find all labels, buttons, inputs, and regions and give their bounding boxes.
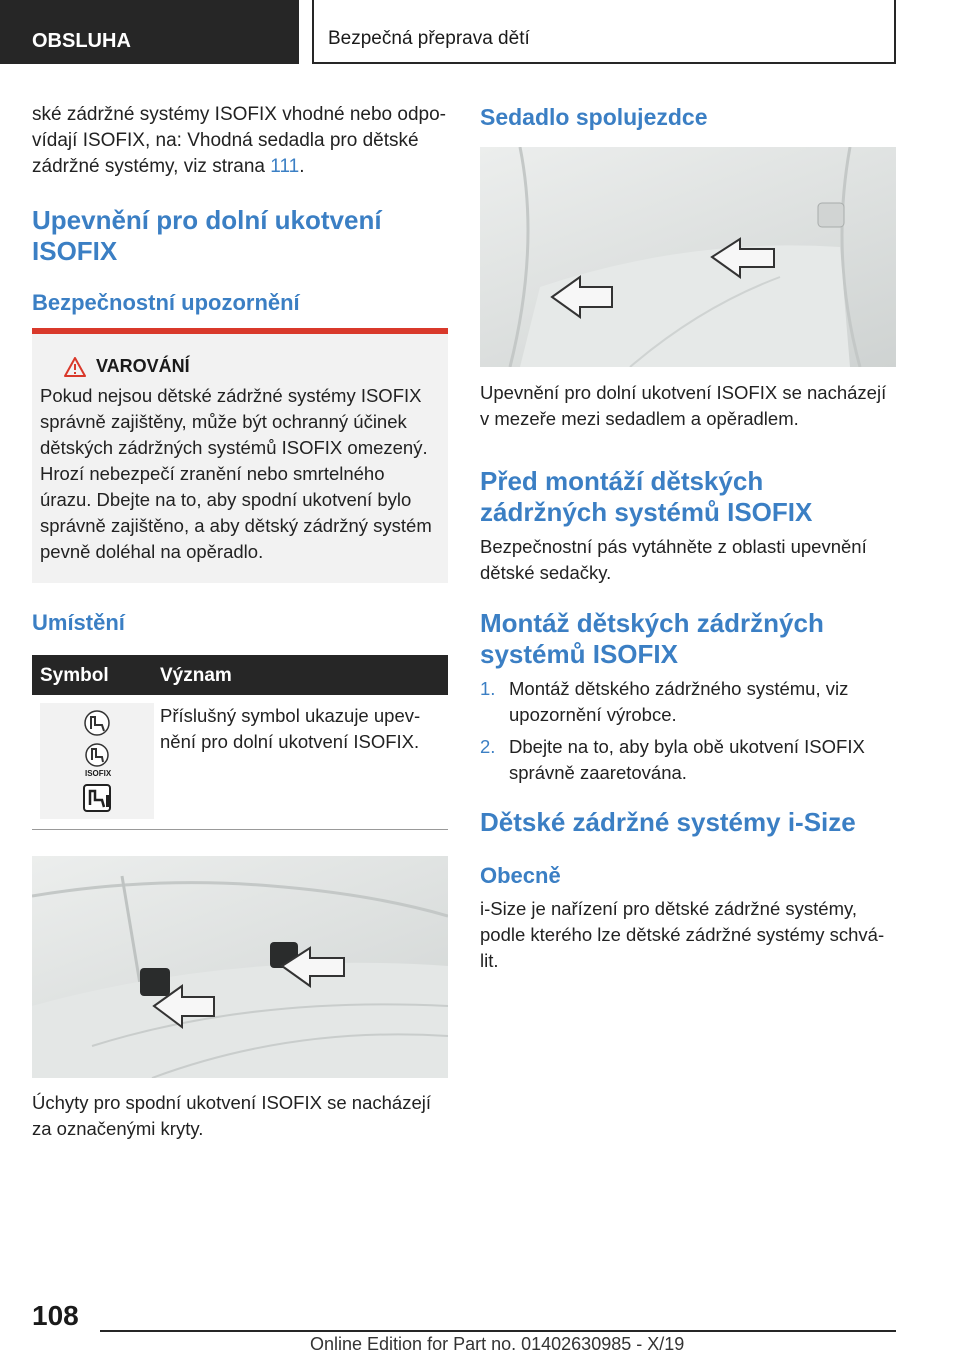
heading-line: systémů ISOFIX: [480, 639, 678, 669]
general-text: [480, 896, 884, 974]
body-line: lit.: [480, 950, 499, 971]
footer-edition: Online Edition for Part no. 01402630985 - X/19: [310, 1334, 685, 1354]
heading-isofix-anchors: [32, 205, 382, 267]
passenger-seat-caption: [480, 380, 886, 432]
step-line: správně zaaretována.: [509, 762, 687, 783]
intro-line: zádržné systémy, viz strana: [32, 156, 266, 177]
body-line: Bezpečnostní pás vytáhněte z oblasti upevnění: [480, 536, 867, 557]
heading-safety: Bezpečnostní upozornění: [32, 290, 300, 315]
heading-line: ISOFIX: [32, 236, 118, 266]
step-line: Dbejte na to, aby byla obě ukotvení ISOFIX: [509, 736, 865, 757]
step-number: 2.: [480, 736, 496, 757]
caption-line: Úchyty pro spodní ukotvení ISOFIX se nacházejí: [32, 1092, 431, 1113]
meaning-line: nění pro dolní ukotvení ISOFIX.: [160, 731, 420, 752]
heading-passenger-seat: Sedadlo spolujezdce: [480, 104, 708, 130]
warning-triangle-icon: [64, 357, 86, 377]
step-number: 1.: [480, 678, 496, 699]
caption-line: za označenými kryty.: [32, 1118, 204, 1139]
body-line: i-Size je nařízení pro dětské zádržné systémy,: [480, 898, 858, 919]
footer-rule: [100, 1330, 896, 1332]
heading-location: Umístění: [32, 610, 125, 635]
heading-line: Upevnění pro dolní ukotvení: [32, 205, 382, 235]
warning-line: Hrozí nebezpečí zranění nebo smrtelného: [40, 463, 385, 484]
warning-line: úrazu. Dbejte na to, aby spodní ukotvení bylo: [40, 489, 412, 510]
list-item: [480, 734, 900, 786]
page-link[interactable]: 111: [270, 156, 300, 177]
intro-paragraph: ské zádržné systémy ISOFIX vhodné nebo odpo- vídají ISOFIX, na: Vhodná sedadla pro dětské zádržné systémy, viz strana 111.: [32, 104, 446, 177]
intro-line: vídají ISOFIX, na: Vhodná sedadla pro dětské: [32, 130, 419, 151]
warning-text: [40, 383, 436, 565]
warning-line: správně zajištěny, může být ochranný účinek: [40, 411, 407, 432]
heading-general: Obecně: [480, 863, 561, 888]
warning-box: [32, 328, 448, 583]
warning-title: VAROVÁNÍ: [96, 356, 190, 376]
warning-line: dětských zádržných systémů ISOFIX omezený.: [40, 437, 428, 458]
heading-line: Před montáží dětských: [480, 466, 764, 496]
symbol-cell: [40, 703, 154, 819]
list-item: [480, 676, 900, 728]
heading-line: Montáž dětských zádržných: [480, 608, 824, 638]
before-mounting-text: [480, 534, 867, 586]
symbol-table-header: [32, 655, 448, 695]
section-tab: OBSLUHA: [0, 0, 299, 64]
warning-line: Pokud nejsou dětské zádržné systémy ISOFIX: [40, 385, 422, 406]
rear-seat-image: [32, 856, 448, 1078]
body-line: dětské sedačky.: [480, 562, 612, 583]
isofix-icon-label: ISOFIX: [85, 769, 112, 778]
meaning-line: Příslušný symbol ukazuje upev-: [160, 705, 421, 726]
column-symbol: Symbol: [40, 665, 109, 686]
mounting-steps: [480, 676, 900, 792]
heading-line: zádržných systémů ISOFIX: [480, 497, 813, 527]
chapter-title: Bezpečná přeprava dětí: [312, 0, 896, 64]
step-line: upozornění výrobce.: [509, 704, 677, 725]
warning-header: [64, 356, 436, 377]
caption-line: Upevnění pro dolní ukotvení ISOFIX se nacházejí: [480, 382, 887, 403]
warning-line: správně zajištěno, a aby dětský zádržný systém: [40, 515, 432, 536]
rear-seat-caption: [32, 1090, 431, 1142]
table-rule: [32, 829, 448, 830]
heading-isize: Dětské zádržné systémy i-Size: [480, 807, 856, 837]
passenger-seat-image: [480, 147, 896, 367]
heading-before-mounting: [480, 466, 812, 528]
heading-mounting: [480, 608, 824, 670]
body-line: podle kterého lze dětské zádržné systémy schvá-: [480, 924, 885, 945]
caption-line: v mezeře mezi sedadlem a opěradlem.: [480, 408, 799, 429]
step-line: Montáž dětského zádržného systému, viz: [509, 678, 849, 699]
column-meaning: Význam: [160, 665, 232, 686]
page-number: 108: [32, 1300, 79, 1331]
warning-line: pevně doléhal na opěradlo.: [40, 541, 264, 562]
isofix-symbols-icon: [40, 703, 154, 819]
symbol-meaning: [160, 703, 420, 755]
intro-line: ské zádržné systémy ISOFIX vhodné nebo odpo-: [32, 104, 446, 125]
